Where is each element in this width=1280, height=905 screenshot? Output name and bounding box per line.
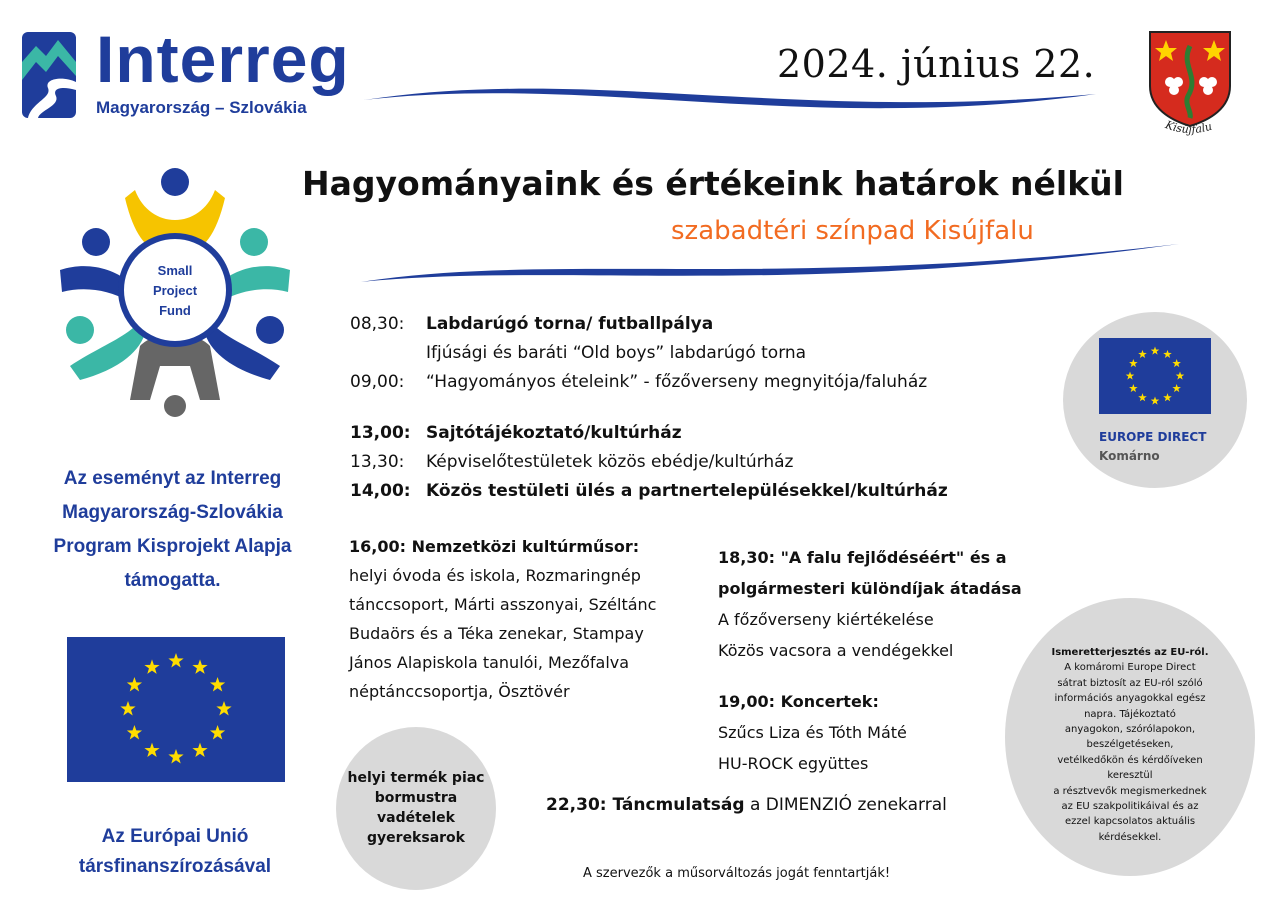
program-row: 13,30: Képviselőtestületek közös ebédje/kultúrház — [350, 452, 794, 472]
cultural-program: 16,00: Nemzetközi kultúrműsor: helyi óvoda és iskola, Rozmaringnép tánccsoport, Márti asszonyai, Széltánc Budaörs és a Téka zenekar, Stampay János Alapiskola tanulói, Mezőfalva néptánccsoportja, Ösztövér — [349, 537, 657, 701]
interreg-region: Magyarország – Szlovákia — [96, 98, 307, 117]
blue-swoosh-decoration — [360, 72, 1100, 122]
dance-event: 22,30: Táncmulatság a DIMENZIÓ zenekarral — [546, 795, 947, 815]
interreg-logo-icon — [22, 32, 76, 118]
program-row: 14,00: Közös testületi ülés a partnertelepülésekkel/kultúrház — [350, 481, 948, 501]
blue-swoosh-decoration — [355, 238, 1185, 290]
eu-info-heading: Ismeretterjesztés az EU-ról. — [1051, 647, 1209, 658]
coat-of-arms-icon — [1140, 26, 1240, 138]
interreg-wordmark: Interreg — [96, 22, 350, 96]
evening-program: 18,30: "A falu fejlődéséért" és a polgármesteri különdíjak átadása A főzőverseny kiértékelése Közös vacsora a vendégekkel 19,00: Koncertek: Szűcs Liza és Tóth Máté HU-ROCK együttes — [718, 548, 1022, 773]
page-title: Hagyományaink és értékeink határok nélkül — [302, 164, 1124, 203]
page-subtitle: szabadtéri színpad Kisújfalu — [671, 216, 1034, 246]
spf-text-fund: Fund — [159, 303, 191, 318]
eu-flag-icon — [67, 637, 285, 782]
support-statement: Az eseményt az Interreg Magyarország-Szlovákia Program Kisprojekt Alapja támogatta. — [53, 468, 292, 591]
program-row: Ifjúsági és baráti “Old boys” labdarúgó torna — [426, 343, 807, 363]
event-date: 2024. június 22. — [777, 42, 1096, 86]
coat-of-arms-label: Kisújfalu — [1163, 118, 1214, 137]
spf-text-small: Small — [157, 263, 193, 278]
eu-cofinancing-text: Az Európai Unió társfinanszírozásával — [78, 826, 272, 877]
europe-direct-city: Komárno — [1099, 449, 1160, 463]
program-row: 08,30: Labdarúgó torna/ futballpálya — [350, 314, 714, 334]
small-project-fund-logo — [40, 160, 310, 420]
program-schedule — [350, 310, 948, 506]
europe-direct-flag-icon — [1099, 338, 1211, 414]
eu-info-text: Ismeretterjesztés az EU-ról. A komáromi Europe Direct sátrat biztosít az EU-ról szóló információs anyagokkal egész napra. Tájékoztató anyagokon, szórólapokon, beszélgetéseken, vetélkedőkön és kérdőíveken keresztül a résztvevők megismerkednek az EU szakpolitikáival és az ezzel kapcsolatos aktuális kérdésekkel. — [1040, 645, 1220, 845]
market-text: helyi termék piac bormustra vadételek gyereksarok — [347, 770, 485, 846]
europe-direct-title: EUROPE DIRECT — [1099, 430, 1207, 444]
program-row: 09,00: “Hagyományos ételeink” - főzőverseny megnyitója/faluház — [350, 372, 928, 392]
spf-text-project: Project — [152, 283, 198, 298]
footer-note: A szervezők a műsorváltozás jogát fenntartják! — [583, 866, 891, 881]
program-row: 13,00: Sajtótájékoztató/kultúrház — [350, 423, 682, 443]
